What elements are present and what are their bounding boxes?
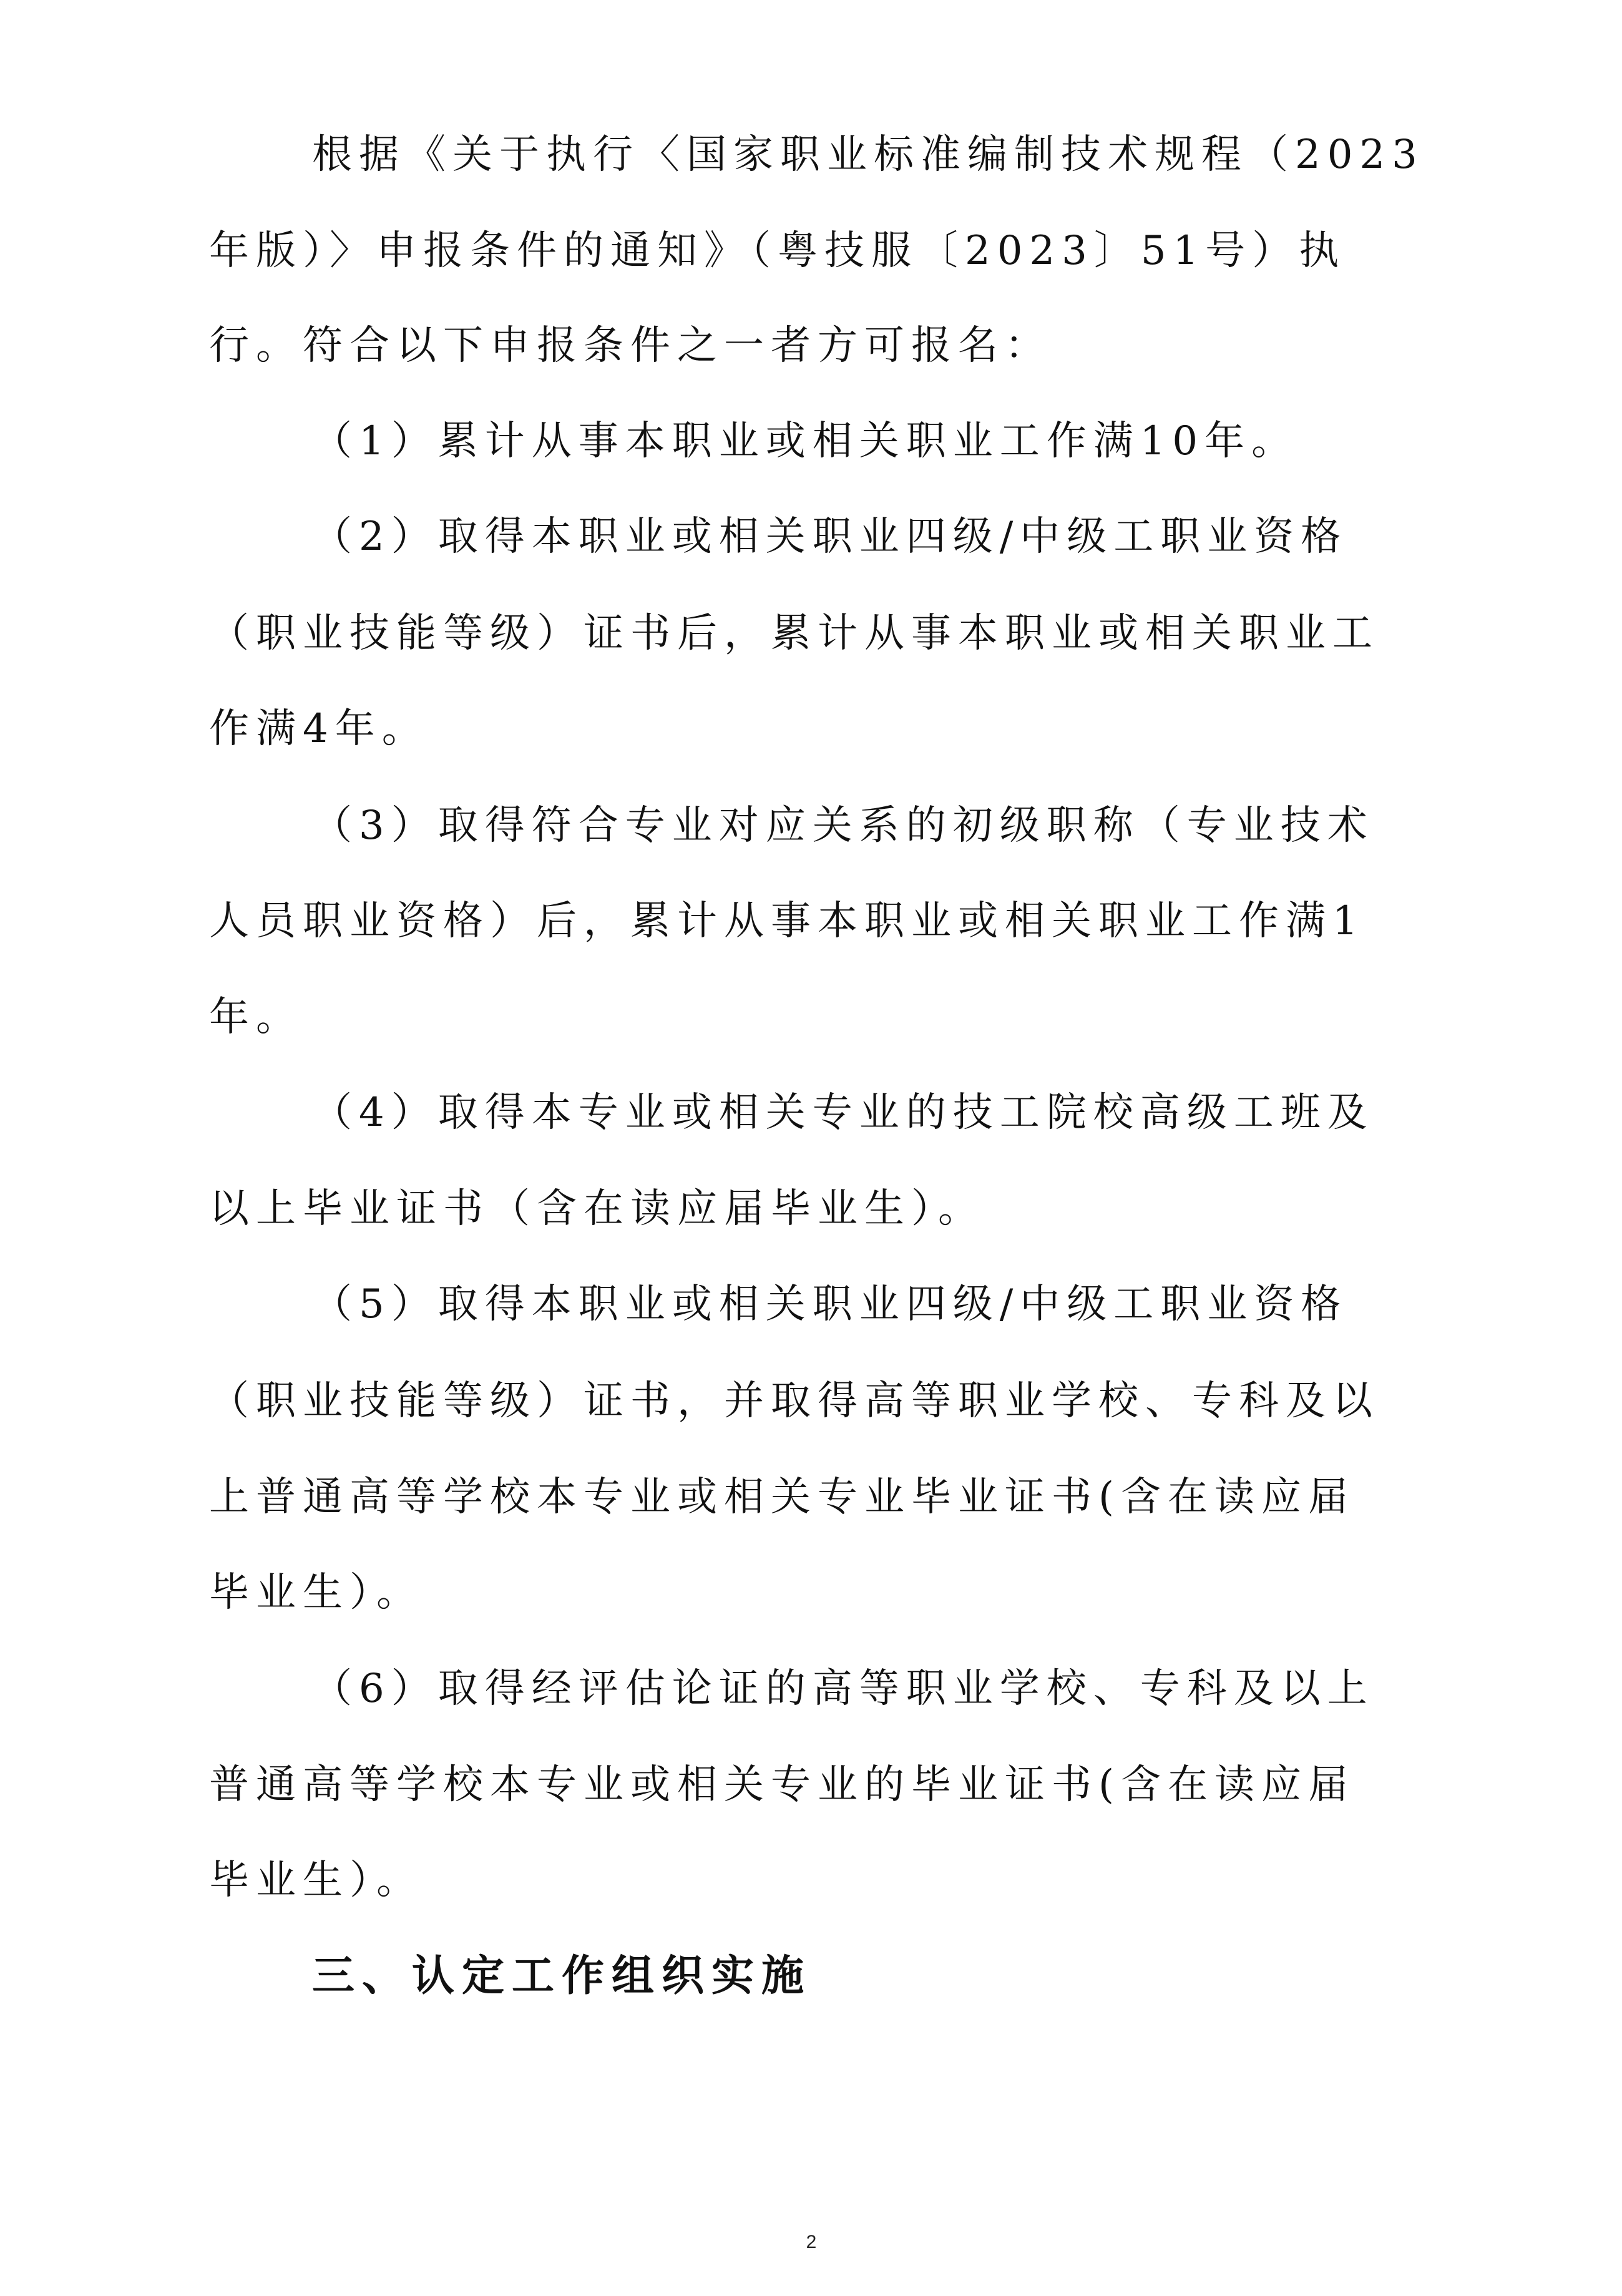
text-line: 根据《关于执行〈国家职业标准编制技术规程（2023 (312, 132, 1424, 178)
text-line: （职业技能等级）证书后，累计从事本职业或相关职业工 (209, 610, 1379, 657)
text-line: （6）取得经评估论证的高等职业学校、专科及以上 (312, 1666, 1374, 1712)
text-line: 以上毕业证书（含在读应届毕业生）。 (209, 1186, 985, 1232)
text-line: 人员职业资格）后，累计从事本职业或相关职业工作满1 (209, 898, 1365, 944)
text-line: 毕业生）。 (209, 1857, 423, 1903)
text-line: 毕业生）。 (209, 1570, 423, 1616)
section-heading: 三、认定工作组织实施 (312, 1952, 812, 2001)
text-line: （职业技能等级）证书，并取得高等职业学校、专科及以 (209, 1378, 1379, 1424)
text-line: 作满4年。 (209, 706, 429, 752)
text-line: （3）取得符合专业对应关系的初级职称（专业技术 (312, 803, 1374, 849)
text-line: （5）取得本职业或相关职业四级/中级工职业资格 (312, 1281, 1348, 1327)
text-line: （2）取得本职业或相关职业四级/中级工职业资格 (312, 514, 1348, 560)
text-line: （1）累计从事本职业或相关职业工作满10年。 (312, 418, 1299, 464)
text-line: 上普通高等学校本专业或相关专业毕业证书(含在读应届 (209, 1474, 1355, 1520)
text-line: 年版）〉申报条件的通知》（粤技服〔2023〕51号）执 (209, 228, 1346, 274)
text-line: 行。符合以下申报条件之一者方可报名： (209, 323, 1052, 369)
text-line: 普通高等学校本专业或相关专业的毕业证书(含在读应届 (209, 1762, 1355, 1808)
page-number: 2 (806, 2232, 817, 2252)
text-line: （4）取得本专业或相关专业的技工院校高级工班及 (312, 1090, 1374, 1136)
text-line: 年。 (209, 994, 303, 1040)
